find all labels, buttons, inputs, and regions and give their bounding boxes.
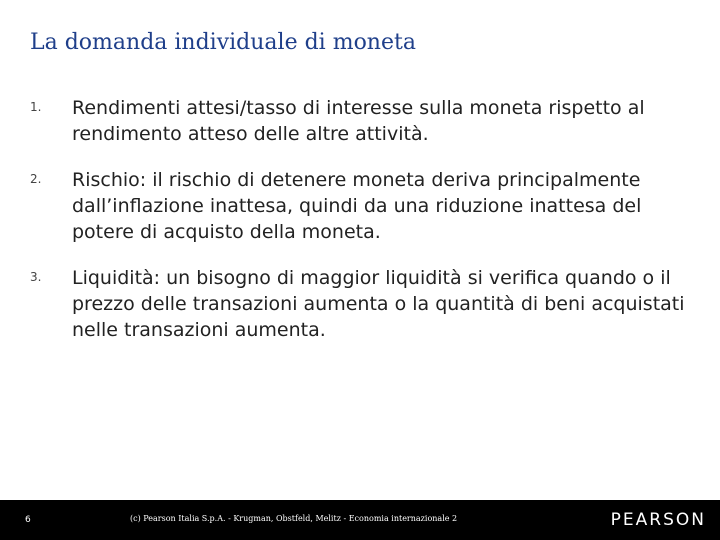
list-item-text: Rendimenti attesi/tasso di interesse sulla moneta rispetto al rendimento atteso delle altre attività. [72,97,645,145]
footer-bar [0,500,720,540]
list-item-number: 2. [30,172,42,186]
list-item-text: Liquidità: un bisogno di maggior liquidità si verifica quando o il prezzo delle transazioni aumenta o la quantità di beni acquistati nelle transazioni aumenta. [72,267,685,341]
slide-number: 6 [25,515,31,525]
slide-title: La domanda individuale di moneta [30,30,416,55]
list-item-text: Rischio: il rischio di detenere moneta deriva principalmente dall’inflazione inattesa, quindi da una riduzione inattesa del potere di acquisto della moneta. [72,169,642,243]
list-item [30,95,700,147]
list-item [30,167,700,245]
bullet-list [30,95,700,363]
list-item-number: 3. [30,270,42,284]
copyright-text: (c) Pearson Italia S.p.A. - Krugman, Obstfeld, Melitz - Economia internazionale 2 [130,514,458,523]
list-item [30,265,700,343]
list-item-number: 1. [30,100,42,114]
pearson-logo: PEARSON [610,510,706,530]
